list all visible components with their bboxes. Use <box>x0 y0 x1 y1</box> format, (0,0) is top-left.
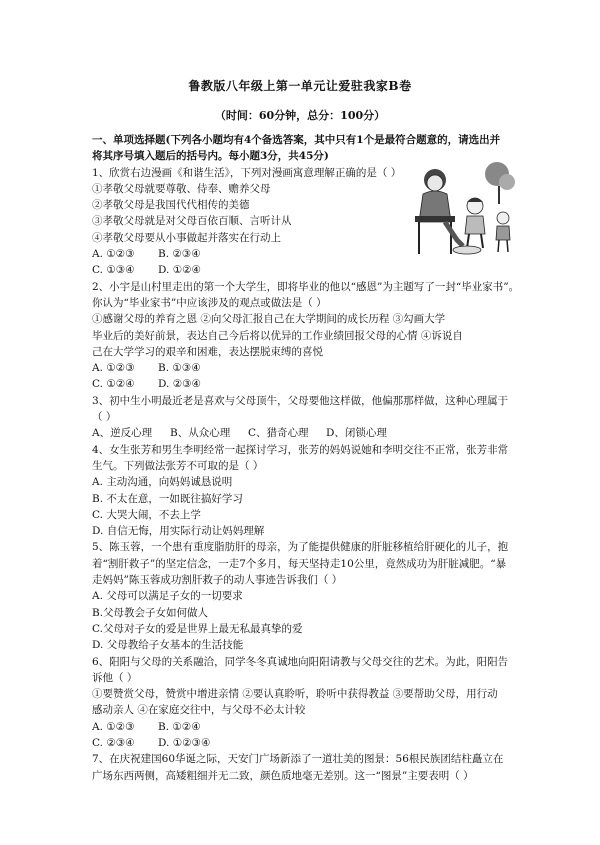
answer-option: C. ①②④ <box>92 378 135 391</box>
answer-option: D. ②③④ <box>158 378 201 391</box>
question-4 <box>92 442 522 540</box>
question-stem-line: 诉他（ ） <box>92 671 138 684</box>
answer-option: B. ①②④ <box>158 720 201 733</box>
answer-option: B、从众心理 <box>170 427 231 440</box>
section-heading-line-2: 将其序号填入题后的括号内。每小题3分，共45分) <box>92 150 329 163</box>
question-stem-line: ①要赞赏父母，赞赏中增进亲情 ②要认真聆听，聆听中获得教益 ③要帮助父母，用行动 <box>92 688 498 701</box>
answer-option: C.父母对子女的爱是世界上最无私最真挚的爱 <box>92 622 303 635</box>
section-heading-line-1: 一、单项选择题(下列各小题均有4个备选答案，其中只有1个是最符合题意的，请选出并 <box>92 134 501 146</box>
option-row <box>92 523 522 539</box>
answer-option: B. ①③④ <box>158 362 201 375</box>
answer-option: D、闭锁心理 <box>326 427 387 440</box>
question-stem-line: 3、初中生小明最近老是喜欢与父母顶牛，父母要他这样做，他偏那那样做，这种心理属于 <box>92 394 509 407</box>
question-stem-line: 毕业后的美好前景，表达自己今后将以优异的工作业绩回报父母的心情 ④诉说自 <box>92 329 463 342</box>
answer-option: D. 自信无悔，用实际行动让妈妈理解 <box>92 525 265 538</box>
question-stem-line: 生气。下列做法张芳不可取的是（ ） <box>92 459 264 472</box>
question-stem-line: 你认为“毕业家书”中应该涉及的观点或做法是（ ） <box>92 296 327 309</box>
exam-subtitle: （时间：60分钟，总分：100分） <box>214 109 386 122</box>
question-stem-line: 4、女生张芳和男生李明经常一起探讨学习，张芳的妈妈说她和李明交往不正常，张芳非常 <box>92 443 509 456</box>
question-statement: ③孝敬父母就是对父母百依百顺、言听计从 <box>92 215 292 228</box>
question-statement: ①孝敬父母就要尊敬、侍奉、赡养父母 <box>92 182 271 195</box>
answer-option: A. ①②③ <box>92 248 135 261</box>
answer-option: A. ①②③ <box>92 720 135 733</box>
question-5 <box>92 539 522 653</box>
question-6 <box>92 654 522 752</box>
option-row <box>92 637 522 653</box>
option-row <box>92 474 522 490</box>
answer-option: D. 父母教给子女基本的生活技能 <box>92 639 244 652</box>
answer-option: A. ①②③ <box>92 362 135 375</box>
option-row <box>92 360 522 376</box>
answer-option: B. 不太在意，一如既往搞好学习 <box>92 492 243 505</box>
answer-option: A. 主动沟通，向妈妈诚恳说明 <box>92 476 233 489</box>
exam-content <box>92 132 522 784</box>
option-row <box>92 507 522 523</box>
answer-option: C、猎奇心理 <box>248 427 309 440</box>
option-row <box>92 605 522 621</box>
question-stem-line: 广场东西两侧，高矮粗细并无二致，颜色质地毫无差别。这一“图景”主要表明（ ） <box>92 769 474 782</box>
question-3 <box>92 393 522 442</box>
answer-option: A、逆反心理 <box>92 427 153 440</box>
option-row <box>92 425 522 441</box>
question-list <box>92 165 522 784</box>
question-statement: ④孝敬父母要从小事做起并落实在行动上 <box>92 231 281 244</box>
question-stem-line: 2、小宇是山村里走出的第一个大学生，即将毕业的他以“感恩”为主题写了一封“毕业家书”。 <box>92 280 520 293</box>
question-7 <box>92 751 522 784</box>
question-stem-line: 走妈妈”陈玉蓉成功割肝救子的动人事迹告诉我们（ ） <box>92 574 343 587</box>
question-1 <box>92 165 522 279</box>
option-row <box>92 376 522 392</box>
answer-option: C. ①③④ <box>92 264 135 277</box>
question-2 <box>92 279 522 393</box>
question-stem-line: 6、阳阳与父母的关系融洽，同学冬冬真诚地向阳阳请教与父母交往的艺术。为此，阳阳告 <box>92 655 509 668</box>
option-row <box>92 491 522 507</box>
option-row <box>92 719 522 735</box>
answer-option: C. 大哭大闹，不去上学 <box>92 508 201 521</box>
option-row <box>92 621 522 637</box>
question-stem-line: ①感谢父母的养育之恩 ②向父母汇报自己在大学期间的成长历程 ③勾画大学 <box>92 313 446 326</box>
answer-option: B.父母教会子女如何做人 <box>92 606 209 619</box>
option-row <box>92 735 522 751</box>
question-stem-line: 己在大学学习的艰辛和困难，表达摆脱束缚的喜悦 <box>92 345 323 358</box>
answer-option: B. ②③④ <box>158 248 201 261</box>
option-row <box>92 262 522 278</box>
question-stem-line: 5、陈玉蓉，一个患有重度脂肪肝的母亲，为了能提供健康的肝脏移植给肝硬化的儿子，抱 <box>92 541 509 554</box>
option-row <box>92 588 522 604</box>
option-row <box>92 246 522 262</box>
question-stem-line: 感动亲人 ④在家庭交往中，与父母不必太计较 <box>92 704 306 717</box>
exam-title: 鲁教版八年级上第一单元让爱驻我家B卷 <box>188 79 412 93</box>
question-stem-line: 7、在庆祝建国60华诞之际，天安门广场新添了一道壮美的图景：56根民族团结柱矗立在 <box>92 753 504 766</box>
answer-option: A. 父母可以满足子女的一切要求 <box>92 590 243 603</box>
answer-option: D. ①②③④ <box>158 736 211 749</box>
question-stem-line: 着“割肝救子”的坚定信念，一走7个多月，每天坚持走10公里，竟然成功为肝脏减肥。“暴 <box>92 557 507 570</box>
answer-option: C. ②③④ <box>92 736 135 749</box>
question-statement: ②孝敬父母是我国代代相传的美德 <box>92 199 250 212</box>
answer-option: D. ①②④ <box>158 264 201 277</box>
question-stem-line: （ ） <box>92 411 117 424</box>
question-stem-line: 1、欣赏右边漫画《和谐生活》，下列对漫画寓意理解正确的是（ ） <box>92 166 402 179</box>
